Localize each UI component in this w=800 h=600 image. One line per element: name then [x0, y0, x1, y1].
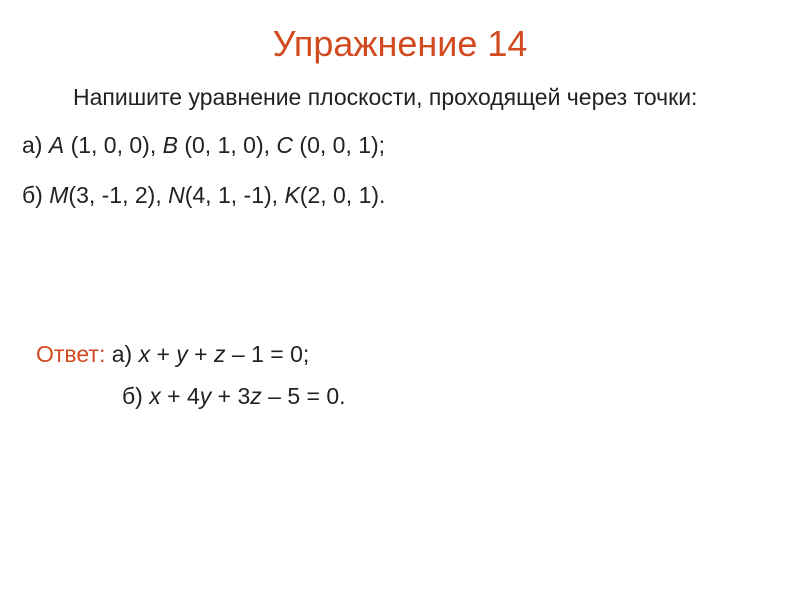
answer-a-op2: + [187, 341, 215, 367]
answer-label: Ответ: [36, 341, 106, 367]
point-n-name: N [168, 182, 185, 208]
point-k-name: K [284, 182, 300, 208]
answer-a-op1: + [150, 341, 177, 367]
answer-b-tail: – 5 = 0. [261, 383, 346, 409]
point-m-coords: (3, -1, 2), [68, 182, 162, 208]
answer-b-x: x [149, 383, 161, 409]
answer-a-z: z [214, 341, 226, 367]
point-m-name: M [49, 182, 69, 208]
slide-title: Упражнение 14 [272, 23, 528, 64]
answer-a-label: а) [111, 341, 133, 367]
point-k-coords: (2, 0, 1). [299, 182, 386, 208]
point-b-coords: (0, 1, 0), [184, 132, 271, 158]
instruction-text: Напишите уравнение плоскости, проходящей через точки: [73, 84, 698, 110]
point-a-name: A [48, 132, 65, 158]
problem-b-label: б) [22, 182, 43, 208]
point-c-coords: (0, 0, 1); [299, 132, 386, 158]
answer-a-tail: – 1 = 0; [225, 341, 310, 367]
point-n-coords: (4, 1, -1), [184, 182, 279, 208]
answer-a-x: x [138, 341, 151, 367]
point-a-coords: (1, 0, 0), [70, 132, 157, 158]
answer-a-line [36, 339, 309, 369]
problem-b [22, 180, 385, 210]
answer-b-y: y [199, 383, 212, 409]
answer-b-op1: + 4 [160, 383, 200, 409]
point-c-name: C [276, 132, 294, 158]
problem-a-label: а) [22, 132, 43, 158]
answer-b-line [122, 381, 346, 411]
answer-b-op2: + 3 [211, 383, 251, 409]
answer-b-z: z [250, 383, 262, 409]
point-b-name: B [162, 132, 178, 158]
answer-b-label: б) [122, 383, 143, 409]
problem-a [22, 130, 385, 160]
answer-a-y: y [176, 341, 188, 367]
